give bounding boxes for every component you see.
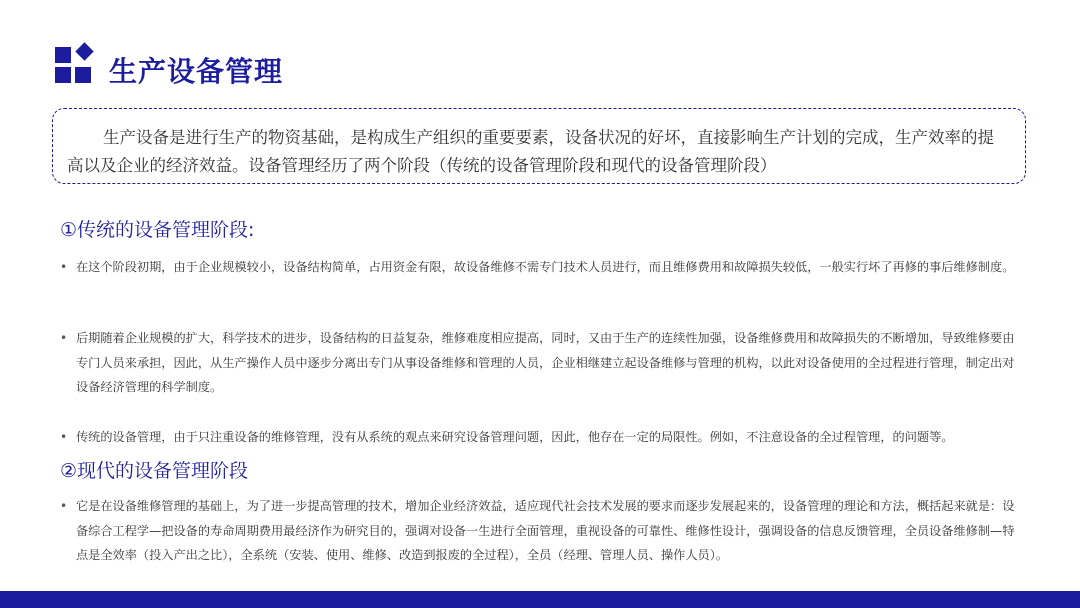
bullet-dot-icon: • bbox=[60, 430, 68, 444]
section-heading-traditional: ①传统的设备管理阶段: bbox=[60, 219, 255, 241]
bullet-dot-icon: • bbox=[60, 499, 68, 513]
footer-bar bbox=[0, 591, 1080, 608]
section-heading-modern: ②现代的设备管理阶段 bbox=[60, 460, 249, 482]
logo-icon bbox=[55, 47, 91, 83]
intro-box bbox=[52, 108, 1026, 184]
page-title: 生产设备管理 bbox=[109, 55, 284, 88]
bullet-traditional-1: • 在这个阶段初期，由于企业规模较小，设备结构简单，占用资金有限，故设备维修不需专门技术人员进行，而且维修费用和故障损失较低，一般实行坏了再修的事后维修制度。 bbox=[60, 255, 1024, 280]
bullet-traditional-3: • 传统的设备管理，由于只注重设备的维修管理，没有从系统的观点来研究设备管理问题，因此，他存在一定的局限性。例如，不注意设备的全过程管理，的问题等。 bbox=[60, 425, 1024, 450]
intro-text: 生产设备是进行生产的物资基础，是构成生产组织的重要要素，设备状况的好坏，直接影响生产计划的完成，生产效率的提高以及企业的经济效益。设备管理经历了两个阶段（传统的设备管理阶段和现代的设备管理阶段） bbox=[67, 128, 994, 175]
bullet-modern-1: • 它是在设备维修管理的基础上，为了进一步提高管理的技术，增加企业经济效益，适应现代社会技术发展的要求而逐步发展起来的，设备管理的理论和方法，概括起来就是：设备综合工程学—把设备的寿命周期费用最经济作为研究目的，强调对设备一生进行全面管理，重视设备的可靠性、维修性设计，强调设备的信息反馈管理，全员设备维修制—特点是全效率（投入产出之比），全系统（安装、使用、维修、改造到报废的全过程），全员（经理、管理人员、操作人员）。 bbox=[60, 494, 1024, 568]
bullet-traditional-2: • 后期随着企业规模的扩大，科学技术的进步，设备结构的日益复杂，维修难度相应提高，同时，又由于生产的连续性加强，设备维修费用和故障损失的不断增加，导致维修要由专门人员来承担，因此，从生产操作人员中逐步分离出专门从事设备维修和管理的人员，企业相继建立起设备维修与管理的机构，以此对设备使用的全过程进行管理，制定出对设备经济管理的科学制度。 bbox=[60, 326, 1024, 400]
bullet-dot-icon: • bbox=[60, 260, 68, 274]
bullet-dot-icon: • bbox=[60, 331, 68, 345]
